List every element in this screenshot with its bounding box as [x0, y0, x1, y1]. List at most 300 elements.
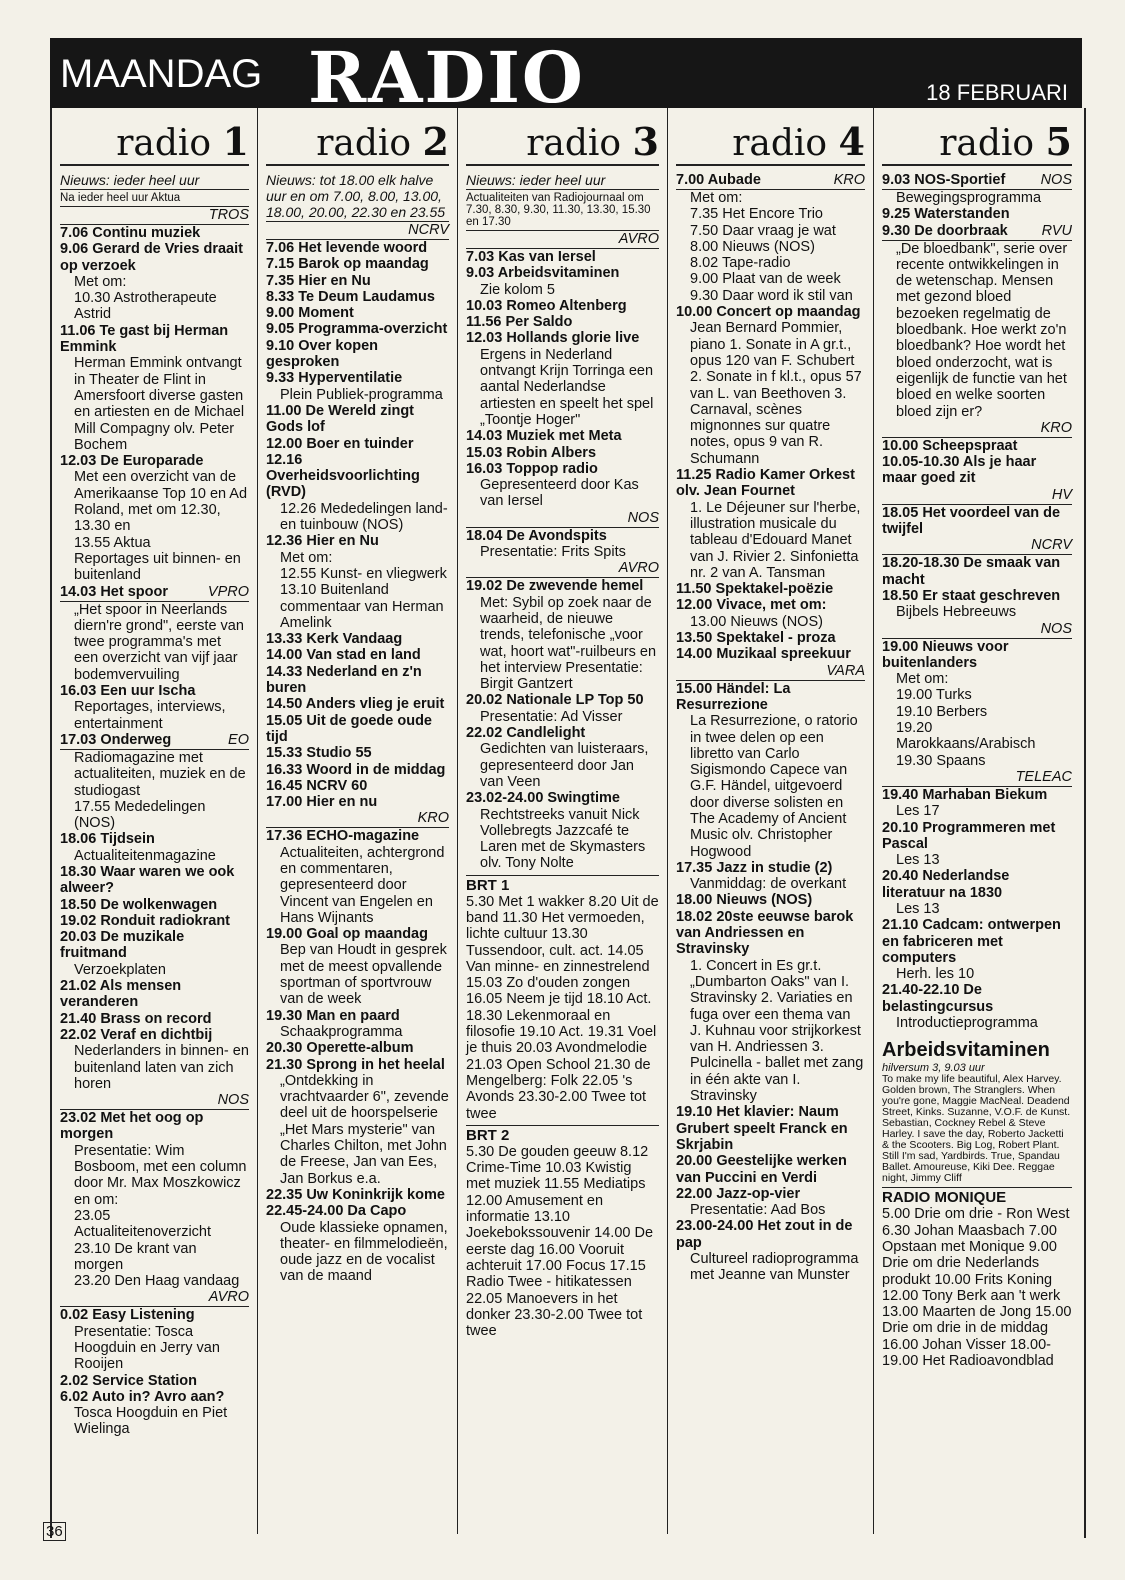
broadcaster-label — [676, 663, 865, 681]
program-title: 7.03 Kas van Iersel — [466, 249, 596, 265]
program-description: Les 13 — [896, 852, 940, 869]
program-item — [60, 1373, 249, 1389]
broadcaster-label — [466, 231, 659, 249]
program-item — [676, 304, 865, 467]
broadcaster-name: NOS — [627, 509, 659, 526]
sub-item: 10.30 Astrotherapeute Astrid — [74, 290, 217, 323]
broadcaster-name: VPRO — [207, 583, 249, 600]
program-title: 11.00 De Wereld zingt Gods lof — [266, 402, 415, 436]
program-item — [266, 403, 449, 436]
program-item — [676, 190, 865, 206]
program-description: 1. Concert in Es gr.t. „Dumbarton Oaks" van I. Stravinsky 2. Variaties en fuga over een thema van J. Kuhnau voor strijkorkest van H. Andriessen 3. Pulcinella - ballet met zang in één akte van I. Stravinsky — [690, 957, 864, 1105]
station-heading — [466, 116, 659, 166]
program-item — [60, 453, 249, 534]
broadcaster-label — [882, 621, 1072, 639]
program-description: Presentatie: Wim Bosboom, met een column door Mr. Max Moszkowicz en om: — [74, 1142, 247, 1208]
program-title: 18.20-18.30 De smaak van macht — [882, 555, 1061, 588]
broadcaster-name: AVRO — [618, 231, 659, 247]
program-title: 18.04 De Avondspits — [466, 527, 607, 544]
program-item — [676, 860, 865, 893]
broadcaster-label — [882, 223, 1072, 241]
program-item — [60, 1307, 249, 1372]
sub-item: 8.00 Nieuws (NOS) — [690, 238, 815, 255]
program-title: 19.30 Man en paard — [266, 1007, 400, 1024]
program-item — [266, 1203, 449, 1284]
feature-heading: Arbeidsvitaminen — [882, 1039, 1050, 1062]
program-item — [466, 445, 659, 461]
program-description: Gepresenteerd door Kas van Iersel — [480, 477, 639, 510]
program-title: 20.02 Nationale LP Top 50 — [466, 692, 644, 709]
broadcaster-label — [466, 560, 659, 578]
program-title: 16.03 Toppop radio — [466, 460, 598, 477]
program-item — [882, 505, 1072, 538]
program-item — [882, 917, 1072, 982]
sub-item: 19.20 Marokkaans/Arabisch — [896, 720, 1036, 753]
program-item — [676, 1186, 865, 1219]
program-title: 10.03 Romeo Altenberg — [466, 297, 627, 314]
program-description: Actualiteiten, achtergrond en commentaren, gepresenteerd door Vincent van Engelen en Hans Wijnants — [280, 844, 445, 926]
program-title: 12.36 Hier en Nu — [266, 533, 379, 550]
program-title: 8.33 Te Deum Laudamus — [266, 288, 435, 305]
program-item — [60, 323, 249, 453]
sub-item: 13.00 Nieuws (NOS) — [690, 613, 823, 630]
program-item — [60, 864, 249, 897]
station-name: radio — [316, 123, 412, 164]
station-number: 3 — [632, 119, 659, 164]
program-description: Presentatie: Ad Visser — [480, 708, 623, 725]
station-number: 4 — [838, 119, 865, 164]
program-item — [466, 428, 659, 444]
program-title: 13.33 Kerk Vandaag — [266, 631, 403, 648]
program-title: 11.50 Spektakel-poëzie — [676, 581, 834, 598]
program-item — [60, 241, 249, 290]
program-item — [60, 831, 249, 864]
sub-item: 23.05 Actualiteitenoverzicht — [74, 1207, 212, 1241]
program-item — [60, 1389, 249, 1438]
sub-item: 7.50 Daar vraag je wat — [690, 222, 836, 239]
program-title: 15.05 Uit de goede oude tijd — [266, 712, 432, 745]
program-description: Met om: — [74, 273, 127, 290]
sub-item: 19.00 Turks — [896, 687, 972, 704]
program-paragraph: 5.00 Drie om drie - Ron West 6.30 Johan Maasbach 7.00 Opstaan met Monique 9.00 Drie om drie Nederlands produkt 10.00 Frits Koning 12.00 Tony Berk aan 't werk 13.00 Maarten de Jong 15.00 Drie om drie in de middag 16.00 Johan Visser 18.00-19.00 Het Radioavondblad — [882, 1206, 1072, 1370]
program-title: 12.00 Vivace, met om: — [676, 597, 827, 614]
program-item — [60, 225, 249, 241]
program-title: 9.03 Arbeidsvitaminen — [466, 265, 620, 282]
station-name: radio — [526, 123, 622, 164]
program-description: Gedichten van luisteraars, gepresenteerd door Jan van Veen — [480, 741, 649, 790]
program-paragraph: 5.30 Met 1 wakker 8.20 Uit de band 11.30 Het vermoeden, lichte cultuur 13.30 Tussendoor, cult. act. 14.05 Van minne- en zinnestrelend 15.03 Zo d'ouden zongen 16.05 Neem je tijd 18.10 Act. 18.30 Lekenmoraal en filosofie 19.10 Act. 19.31 Voel je thuis 20.03 Avondmelodie 21.03 Open School 21.30 de Mengelberg: Folk 22.05 's Avonds 23.30-2.00 Twee tot twee — [466, 893, 659, 1122]
station-heading — [676, 116, 865, 166]
sub-item: 8.02 Tape-radio — [690, 255, 791, 272]
program-item — [466, 528, 659, 561]
info-note: Na ieder heel uur Aktua — [60, 190, 249, 207]
sub-item: 12.55 Kunst- en vliegwerk — [280, 565, 447, 582]
program-item — [882, 454, 1072, 487]
program-item — [266, 1057, 449, 1187]
program-item — [60, 1027, 249, 1092]
program-title: 20.03 De muzikale fruitmand — [60, 929, 185, 962]
program-title: 9.30 De doorbraak — [882, 222, 1008, 239]
info-note: Actualiteiten van Radiojournaal om 7.30, 8.30, 9.30, 11.30, 13.30, 15.30 en 17.30 — [466, 190, 659, 231]
program-description: Introductieprogramma — [896, 1015, 1038, 1032]
program-title: 9.10 Over kopen gesproken — [266, 337, 379, 371]
program-item — [60, 602, 249, 683]
program-item — [882, 982, 1072, 1031]
program-item — [676, 646, 865, 662]
station-number: 5 — [1045, 119, 1072, 164]
program-description: Met om: — [690, 190, 743, 206]
section-title: RADIO — [308, 36, 585, 119]
broadcaster-name: TROS — [208, 207, 249, 223]
program-description: Vanmiddag: de overkant — [690, 876, 847, 893]
sub-item: 13.10 Buitenland commentaar van Herman Amelink — [280, 582, 444, 631]
station-heading — [266, 116, 449, 166]
program-item — [466, 330, 659, 428]
sub-item: 9.30 Daar word ik stil van — [690, 287, 853, 304]
program-item — [60, 683, 249, 732]
program-title: 19.00 Nieuws voor buitenlanders — [882, 638, 1009, 671]
program-description: Met een overzicht van de Amerikaanse Top 10 en Ad Roland, met om 12.30, 13.30 en — [74, 469, 248, 535]
program-title: 9.00 Moment — [266, 305, 354, 322]
program-title: 2.02 Service Station — [60, 1372, 198, 1389]
program-title: 23.02 Met het oog op morgen — [60, 1110, 204, 1143]
program-title: 12.00 Boer en tuinder — [266, 435, 414, 452]
program-title: 18.02 20ste eeuwse barok van Andriessen en Stravinsky — [676, 908, 854, 958]
program-item — [266, 338, 449, 371]
program-item — [466, 578, 659, 692]
program-description: Presentatie: Tosca Hoogduin en Jerry van Rooijen — [74, 1323, 220, 1373]
program-item — [466, 790, 659, 871]
program-item — [266, 240, 449, 256]
program-item — [882, 588, 1072, 621]
program-item — [676, 1104, 865, 1153]
program-item — [266, 452, 449, 501]
program-item — [676, 630, 865, 646]
program-title: 13.50 Spektakel - proza — [676, 630, 836, 647]
program-title: 17.03 Onderweg — [60, 731, 172, 748]
program-title: 18.50 Er staat geschreven — [882, 587, 1061, 604]
program-item — [266, 647, 449, 663]
program-item — [882, 820, 1072, 869]
program-description: Rechtstreeks vanuit Nick Vollebregts Jazzcafé te Laren met de Skymasters olv. Tony Nolte — [480, 806, 646, 872]
program-item — [466, 692, 659, 725]
program-title: 14.00 Muzikaal spreekuur — [676, 646, 851, 663]
program-item — [882, 438, 1072, 454]
station-heading — [882, 116, 1072, 166]
program-item — [266, 370, 449, 403]
program-item — [466, 265, 659, 298]
program-item — [882, 190, 1072, 206]
program-description: La Resurrezione, o ratorio in twee delen op een libretto van Carlo Sigismondo Capece van G.F. Händel, uitgevoerd door diverse solisten en The Academy of Ancient Music olv. Christopher Hogwood — [690, 713, 858, 860]
station-column-radio-4 — [668, 108, 874, 1534]
program-item — [266, 631, 449, 647]
feature-text: To make my life beautiful, Alex Harvey. Golden brown, The Stranglers. When you're gone, Maggie MacNeal. Deadend Street, Kinks. Suzanne, V.O.F. de Kunst. Sebastian, Cockney Rebel & Steve Harley. I save the day, Roberto Jacketti & the Scooters. Big Log, Robert Plant. Still I'm sad, Yardbirds. True, Spandau Ballet. Amoureuse, Kiki Dee. Reggae night, Jimmy Cliff — [882, 1073, 1071, 1185]
program-item — [676, 892, 865, 908]
program-item — [676, 681, 865, 860]
program-title: 16.45 NCRV 60 — [266, 777, 368, 794]
program-title: 20.00 Geestelijke werken van Puccini en Verdi — [676, 1153, 847, 1186]
station-name: radio — [732, 123, 828, 164]
broadcaster-label — [882, 537, 1072, 555]
program-description: Reportages uit binnen- en buitenland — [74, 550, 241, 584]
program-description: Herh. les 10 — [896, 966, 975, 983]
station-subheading: BRT 1 — [466, 875, 659, 894]
page-number: 36 — [43, 1522, 66, 1541]
station-column-radio-2 — [258, 108, 458, 1534]
program-item — [266, 256, 449, 272]
program-title: 12.03 De Europarade — [60, 453, 204, 470]
program-title: 21.02 Als mensen veranderen — [60, 978, 182, 1011]
program-paragraph: 5.30 De gouden geeuw 8.12 Crime-Time 10.03 Kwistig met muziek 11.55 Mediatips 12.00 Amusement en informatie 13.10 Joekebokssouvenir 14.00 De eerste dag 16.00 Vooruit achteruit 17.00 Focus 17.15 Radio Twee - hitikatessen 22.05 Manoevers in het donker 23.30-2.00 Twee tot twee — [466, 1143, 654, 1340]
broadcaster-name: NCRV — [1031, 537, 1072, 554]
program-item — [60, 1110, 249, 1208]
program-title: 21.30 Sprong in het heelal — [266, 1056, 445, 1073]
program-title: 21.40 Brass on record — [60, 1010, 212, 1027]
program-item — [60, 1011, 249, 1027]
program-item — [266, 696, 449, 712]
program-title: 12.16 Overheidsvoorlichting (RVD) — [266, 451, 420, 501]
program-title: 9.06 Gerard de Vries draait op verzoek — [60, 241, 243, 274]
program-item — [466, 461, 659, 510]
day-label: MAANDAG — [60, 52, 263, 96]
program-item — [676, 581, 865, 597]
program-title: 22.45-24.00 Da Capo — [266, 1203, 407, 1220]
program-title: 14.00 Van stad en land — [266, 647, 421, 664]
radio-listing-page — [50, 38, 1082, 1538]
station-subheading: RADIO MONIQUE — [882, 1187, 1072, 1206]
program-title: 15.00 Händel: La Resurrezione — [676, 680, 791, 713]
program-description: Zie kolom 5 — [480, 281, 555, 298]
broadcaster-name: VARA — [826, 662, 865, 679]
program-item — [882, 241, 1072, 420]
program-title: 20.40 Nederlandse literatuur na 1830 — [882, 868, 1010, 901]
broadcaster-label — [60, 732, 249, 750]
broadcaster-name: KRO — [833, 172, 865, 188]
program-item — [882, 639, 1072, 688]
program-title: 9.25 Waterstanden — [882, 206, 1010, 223]
program-item — [882, 206, 1072, 222]
program-item — [676, 597, 865, 613]
program-title: 16.03 Een uur Ischa — [60, 683, 196, 700]
broadcaster-name: RVU — [1041, 222, 1072, 239]
program-title: 19.00 Goal op maandag — [266, 926, 428, 943]
program-title: 6.02 Auto in? Avro aan? — [60, 1388, 225, 1405]
program-item — [466, 725, 659, 790]
program-title: 14.50 Anders vlieg je eruit — [266, 696, 445, 713]
program-item — [266, 794, 449, 810]
program-item — [466, 249, 659, 265]
program-title: 21.10 Cadcam: ontwerpen en fabriceren met computers — [882, 917, 1061, 966]
program-description: Bewegingsprogramma — [896, 190, 1042, 206]
program-item — [266, 321, 449, 337]
program-description: Plein Publiek-programma — [280, 386, 443, 403]
broadcaster-label — [676, 172, 865, 190]
sub-item: 23.10 De krant van morgen — [74, 1240, 197, 1273]
program-item — [466, 298, 659, 314]
program-item — [266, 762, 449, 778]
program-title: 23.02-24.00 Swingtime — [466, 790, 620, 807]
program-title: 12.03 Hollands glorie live — [466, 330, 640, 347]
program-title: 11.56 Per Saldo — [466, 314, 573, 331]
program-item — [266, 828, 449, 926]
program-title: 22.02 Veraf en dichtbij — [60, 1026, 213, 1043]
program-description: 1. Le Déjeuner sur l'herbe, illustration musicale du tableau d'Edouard Manet van J. Rivier 2. Sinfonietta nr. 2 van A. Tansman — [690, 499, 861, 581]
program-item — [676, 1153, 865, 1186]
program-title: 22.02 Candlelight — [466, 725, 586, 742]
date-label: 18 FEBRUARI — [926, 80, 1068, 105]
station-name: radio — [116, 123, 212, 164]
program-description: Tosca Hoogduin en Piet Wielinga — [74, 1405, 228, 1438]
program-description: Met: Sybil op zoek naar de waarheid, de nieuwe trends, telefonische „voor wat, hoort wat"-ruilbeurs en het interview Presentatie: Birgit Gantzert — [480, 594, 657, 693]
station-column-radio-5 — [874, 108, 1080, 1534]
program-description: Radiomagazine met actualiteiten, muziek en de studiogast — [74, 749, 246, 799]
program-title: 19.40 Marhaban Biekum — [882, 786, 1048, 803]
program-item — [60, 913, 249, 929]
program-title: 18.00 Nieuws (NOS) — [676, 892, 813, 909]
program-item — [882, 787, 1072, 820]
station-heading — [60, 116, 249, 166]
program-title: 10.00 Concert op maandag — [676, 304, 861, 321]
program-title: 7.06 Continu muziek — [60, 225, 201, 241]
broadcaster-label — [60, 207, 249, 225]
sub-item: 9.00 Plaat van de week — [690, 271, 841, 288]
program-item — [266, 1008, 449, 1041]
program-item — [266, 1040, 449, 1056]
program-item — [266, 533, 449, 566]
broadcaster-name: KRO — [417, 810, 449, 827]
news-note: Nieuws: ieder heel uur — [60, 172, 249, 190]
program-item — [676, 467, 865, 581]
program-description: Herman Emmink ontvangt in Theater de Flint in Amersfoort diverse gasten en artiesten en de Michael Mill Compagny olv. Peter Bochem — [74, 355, 245, 453]
broadcaster-name: HV — [1051, 486, 1072, 503]
program-item — [60, 929, 249, 978]
program-title: 14.33 Nederland en z'n buren — [266, 663, 422, 697]
page-header — [50, 36, 1082, 119]
program-title: 14.03 Muziek met Meta — [466, 428, 622, 445]
station-number: 1 — [222, 119, 249, 164]
program-description: Met om: — [280, 549, 333, 566]
program-item — [266, 305, 449, 321]
program-description: Schaakprogramma — [280, 1023, 403, 1040]
program-title: 16.33 Woord in de middag — [266, 761, 446, 778]
program-item — [266, 436, 449, 452]
broadcaster-name: NOS — [1040, 172, 1072, 188]
program-item — [676, 909, 865, 1105]
program-description: „Ontdekking in vrachtvaarder 6", zevende deel uit de hoorspelserie „Het Mars mysterie" van Charles Chilton, met John de Freese, Jan van Ees, Jan Borkus e.a. — [280, 1072, 449, 1187]
program-title: 7.35 Hier en Nu — [266, 272, 371, 289]
program-item — [466, 314, 659, 330]
program-description: Presentatie: Frits Spits — [480, 544, 626, 561]
program-item — [60, 897, 249, 913]
station-name: radio — [939, 123, 1035, 164]
program-title: 22.35 Uw Koninkrijk kome — [266, 1186, 445, 1203]
broadcaster-label — [266, 222, 449, 240]
program-title: 11.06 Te gast bij Herman Emmink — [60, 322, 229, 356]
program-description: Presentatie: Aad Bos — [690, 1202, 826, 1219]
sub-item: 7.35 Het Encore Trio — [690, 206, 823, 223]
program-item — [266, 273, 449, 289]
program-item — [266, 713, 449, 746]
broadcaster-label — [60, 1289, 249, 1307]
program-title: 9.05 Programma-overzicht — [266, 321, 448, 338]
program-title: 18.05 Het voordeel van de twijfel — [882, 504, 1061, 538]
program-item — [266, 664, 449, 697]
program-description: Oude klassieke opnamen, theater- en filmmelodieën, oude jazz en de vocalist van de maand — [280, 1219, 448, 1285]
program-description: Verzoekplaten — [74, 961, 166, 978]
program-title: 10.00 Scheepspraat — [882, 437, 1018, 454]
program-description: Actualiteitenmagazine — [74, 847, 216, 864]
program-description: Les 17 — [896, 803, 940, 820]
sub-item: 19.30 Spaans — [896, 752, 986, 769]
program-title: 23.00-24.00 Het zout in de pap — [676, 1218, 853, 1251]
program-title: 7.00 Aubade — [676, 172, 761, 188]
program-item — [266, 926, 449, 1007]
sub-item: 12.26 Mededelingen land- en tuinbouw (NOS) — [280, 500, 448, 534]
program-title: 15.33 Studio 55 — [266, 745, 372, 762]
program-description: Les 13 — [896, 900, 940, 917]
program-description: Cultureel radioprogramma met Jeanne van Munster — [690, 1251, 859, 1284]
program-description: „Het spoor in Neerlands diern're grond", eerste van twee programma's met een overzicht van vijf jaar bodemvervuiling — [74, 601, 244, 683]
broadcaster-label — [882, 769, 1072, 787]
program-item — [266, 289, 449, 305]
broadcaster-label — [882, 172, 1072, 190]
program-item — [882, 868, 1072, 917]
program-title: 19.02 Ronduit radiokrant — [60, 912, 231, 929]
news-note: Nieuws: tot 18.00 elk halve uur en om 7.00, 8.00, 13.00, 18.00, 20.00, 22.30 en 23.55 — [266, 172, 449, 222]
broadcaster-label — [60, 584, 249, 602]
sub-item: 23.20 Den Haag vandaag — [74, 1273, 240, 1290]
program-title: 15.03 Robin Albers — [466, 444, 597, 461]
sub-item: 19.10 Berbers — [896, 703, 988, 720]
feature-subheading: hilversum 3, 9.03 uur — [882, 1062, 985, 1075]
program-title: 18.06 Tijdsein — [60, 831, 155, 848]
sub-item: 17.55 Mededelingen (NOS) — [74, 798, 206, 832]
station-column-radio-1 — [52, 108, 258, 1534]
broadcaster-name: TELEAC — [1015, 768, 1072, 785]
program-title: 19.10 Het klavier: Naum Grubert speelt Franck en Skrjabin — [676, 1104, 848, 1153]
program-title: 17.00 Hier en nu — [266, 794, 378, 811]
program-item — [266, 745, 449, 761]
broadcaster-name: NCRV — [408, 222, 449, 238]
program-title: 17.36 ECHO-magazine — [266, 828, 420, 845]
station-number: 2 — [422, 119, 449, 164]
program-description: Reportages, interviews, entertainment — [74, 699, 226, 732]
program-item — [60, 978, 249, 1011]
program-description: Bijbels Hebreeuws — [896, 604, 1017, 621]
program-title: 10.05-10.30 Als je haar maar goed zit — [882, 454, 1037, 487]
program-title: 18.30 Waar waren we ook alweer? — [60, 863, 235, 897]
broadcaster-name: EO — [228, 731, 249, 748]
broadcaster-label — [60, 1092, 249, 1110]
broadcaster-name: AVRO — [208, 1289, 249, 1306]
program-title: 11.25 Radio Kamer Orkest olv. Jean Fournet — [676, 467, 855, 500]
station-column-radio-3 — [458, 108, 668, 1534]
station-columns — [50, 108, 1086, 1538]
program-title: 7.06 Het levende woord — [266, 240, 428, 256]
program-item — [60, 551, 249, 584]
program-title: 9.03 NOS-Sportief — [882, 172, 1006, 188]
program-title: 17.35 Jazz in studie (2) — [676, 859, 833, 876]
broadcaster-name: NOS — [217, 1092, 249, 1109]
news-note: Nieuws: ieder heel uur — [466, 172, 659, 190]
program-item — [266, 778, 449, 794]
program-title: 7.15 Barok op maandag — [266, 256, 429, 273]
program-description: „De bloedbank", serie over recente ontwikkelingen in de wetenschap. Mensen met gezond bloed bezoeken regelmatig de bloedbank. Hoe werkt zo'n bloedbank? Hoe wordt het bloed onderzocht, wat is eigenlijk de functie van het bloed en welke soorten bloed zijn er? — [896, 240, 1068, 420]
program-title: 14.03 Het spoor — [60, 583, 168, 600]
program-description: Ergens in Nederland ontvangt Krijn Torringa een aantal Nederlandse artiesten en speelt het spel „Toontje Hoger" — [480, 346, 654, 428]
program-description: Jean Bernard Pommier, piano 1. Sonate in A gr.t., opus 120 van F. Schubert 2. Sonate in f kl.t., opus 57 van L. van Beethoven 3. Carnaval, scènes mignonnes sur quatre notes, opus 9 van R. Schumann — [690, 320, 862, 467]
program-title: 9.33 Hyperventilatie — [266, 370, 403, 387]
